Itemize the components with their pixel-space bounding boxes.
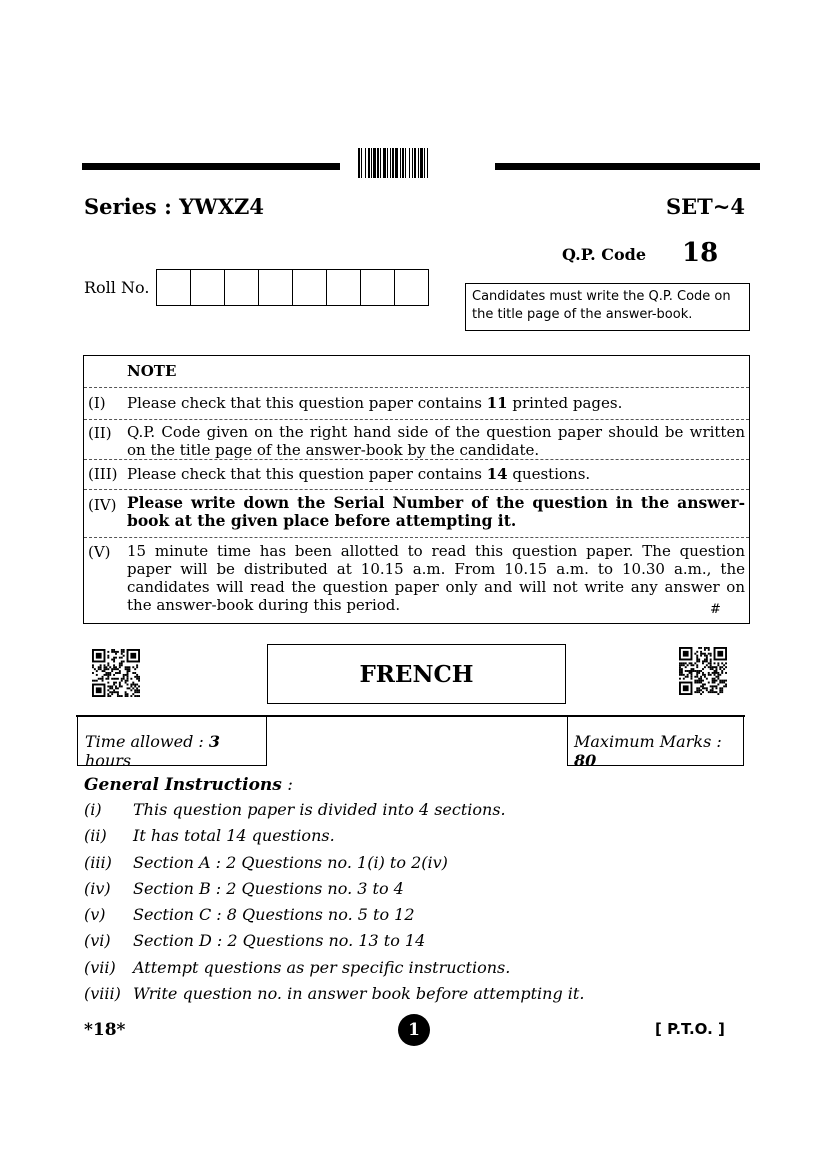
general-instructions-title: General Instructions :	[84, 775, 293, 795]
note-item-number: (V)	[88, 543, 111, 561]
roll-box[interactable]	[191, 270, 225, 305]
pto-label: [ P.T.O. ]	[655, 1020, 725, 1038]
roll-box[interactable]	[395, 270, 428, 305]
roll-no-label: Roll No.	[84, 278, 150, 297]
series-label: Series : YWXZ4	[84, 194, 264, 219]
roll-box[interactable]	[225, 270, 259, 305]
qp-code-value: 18	[682, 238, 719, 268]
time-allowed: Time allowed : 3 hours	[77, 717, 267, 766]
note-item-text: Please write down the Serial Number of the question in the answer-book at the given place before attempting it.	[127, 493, 745, 530]
note-item	[84, 459, 749, 490]
set-label: SET~4	[666, 194, 746, 219]
note-mark: #	[710, 602, 721, 617]
note-item-text: Please check that this question paper contains 14 questions.	[127, 465, 591, 483]
footer-code: *18*	[84, 1020, 126, 1040]
qr-code-right	[679, 647, 727, 695]
roll-box[interactable]	[361, 270, 395, 305]
note-box	[83, 355, 750, 624]
note-item-number: (II)	[88, 424, 112, 442]
note-item	[84, 419, 749, 460]
note-item-text: Q.P. Code given on the right hand side of the question paper should be written on the title page of the answer-book by the candidate.	[127, 423, 745, 459]
roll-box[interactable]	[259, 270, 293, 305]
note-item	[84, 489, 749, 538]
top-rule-right	[495, 163, 760, 170]
note-item	[84, 537, 749, 624]
top-rule-left	[82, 163, 340, 170]
maximum-marks: Maximum Marks : 80	[567, 717, 744, 766]
note-heading: NOTE	[127, 362, 177, 380]
note-item-number: (IV)	[88, 496, 117, 514]
page-number: 1	[398, 1014, 430, 1046]
qp-code-note: Candidates must write the Q.P. Code on the title page of the answer-book.	[465, 283, 750, 331]
note-item	[84, 387, 749, 420]
roll-box[interactable]	[293, 270, 327, 305]
barcode	[358, 148, 478, 178]
roll-box[interactable]	[157, 270, 191, 305]
qp-code-label: Q.P. Code	[562, 245, 647, 264]
roll-no-boxes[interactable]	[156, 269, 429, 306]
note-item-number: (I)	[88, 394, 106, 412]
note-item-text: Please check that this question paper contains 11 printed pages.	[127, 394, 623, 412]
subject-title: FRENCH	[267, 644, 566, 704]
note-item-text: 15 minute time has been allotted to read this question paper. The question paper will be distributed at 10.15 a.m. From 10.15 a.m. to 10.30 a.m., the candidates will read the question paper only and will not write any answer on the answer-book during this period.	[127, 542, 745, 614]
qr-code-left	[92, 649, 140, 697]
roll-box[interactable]	[327, 270, 361, 305]
note-item-number: (III)	[88, 465, 118, 483]
